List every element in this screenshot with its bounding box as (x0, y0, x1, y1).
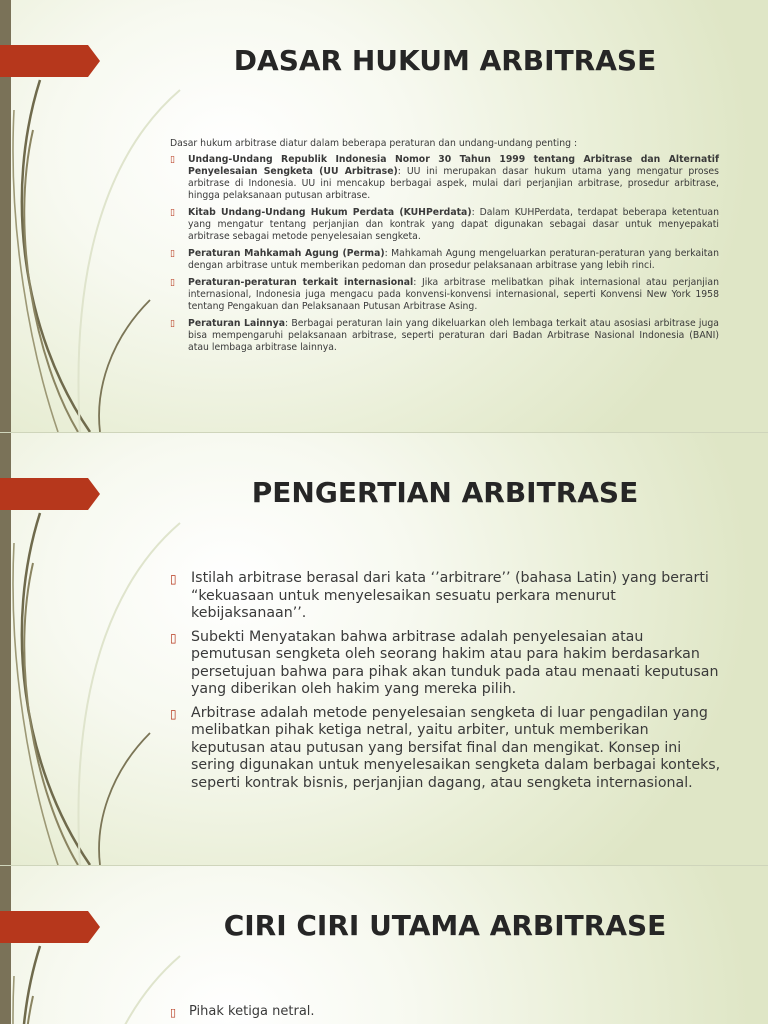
item-text: : Jika arbitrase melibatkan pihak internasional atau perjanjian internasional, Indonesia juga mengacu pada konvensi-konvensi internasional, seperti Konvensi New York 1958 tentang Pengakuan dan Pelaksanaan Putusan Arbitrase Asing. (188, 277, 719, 312)
slide-2 (0, 433, 768, 865)
slide-title: CIRI CIRI UTAMA ARBITRASE (223, 909, 667, 942)
item-term: Peraturan-peraturan terkait internasional (188, 277, 414, 288)
title-arrow-marker (0, 911, 100, 943)
item-term: Kitab Undang-Undang Hukum Perdata (KUHPerdata) (188, 207, 472, 218)
title-arrow-marker (0, 45, 100, 77)
bullet-list (170, 154, 719, 354)
item-text: : Dalam KUHPerdata, terdapat beberapa ketentuan yang mengatur tentang perjanjian dan kontrak yang dapat digunakan sebagai dasar untuk menyepakati arbitrase sebagai metode penyelesaian sengketa. (188, 207, 720, 242)
list-item (170, 1003, 725, 1020)
item-text: : Berbagai peraturan lain yang dikeluarkan oleh lembaga terkait atau asosiasi arbitrase juga bisa mempengaruhi pelaksanaan arbitrase, seperti peraturan dari Badan Arbitrase Nasional Indonesia (BANI) atau lembaga arbitrase lainnya. (188, 318, 720, 353)
list-item (170, 277, 719, 313)
slide-title: DASAR HUKUM ARBITRASE (233, 44, 657, 77)
bullet-list (170, 570, 725, 792)
slide-3 (0, 866, 768, 1024)
item-text: Pihak ketiga netral. (189, 1004, 315, 1019)
list-item (170, 629, 725, 699)
bullet-icon: ▯ (170, 706, 177, 721)
item-term: Peraturan Lainnya (188, 318, 286, 329)
bullet-icon: ▯ (170, 155, 175, 165)
slide-body (170, 1003, 725, 1020)
item-text: : Mahkamah Agung mengeluarkan peraturan-peraturan yang berkaitan dengan arbitrase untuk memberikan pedoman dan prosedur pelaksanaan arbitrase yang lebih rinci. (188, 248, 719, 271)
list-item (170, 154, 719, 202)
item-text: Istilah arbitrase berasal dari kata ‘’arbitrare’’ (bahasa Latin) yang berarti “kekuasaan untuk menyelesaikan sesuatu perkara menurut kebijaksanaan’’. (191, 570, 709, 621)
bullet-icon: ▯ (170, 249, 175, 259)
item-text: : UU ini merupakan dasar hukum utama yang mengatur proses arbitrase di Indonesia. UU ini mencakup berbagai aspek, mulai dari perjanjian arbitrase, prosedur arbitrase, hingga pelaksanaan putusan arbitrase. (188, 166, 719, 201)
item-term: Peraturan Mahkamah Agung (Perma) (188, 248, 385, 259)
swirl-decoration (0, 866, 200, 1024)
bullet-list (170, 1003, 725, 1020)
bullet-icon: ▯ (170, 278, 175, 288)
item-term: Undang-Undang Republik Indonesia Nomor 30 Tahun 1999 tentang Arbitrase dan Alternatif Penyelesaian Sengketa (UU Arbitrase) (188, 154, 719, 177)
list-item (170, 248, 719, 272)
list-item (170, 570, 725, 623)
slide-1 (0, 0, 768, 432)
bullet-icon: ▯ (170, 1006, 177, 1019)
list-item (170, 705, 725, 793)
list-item (170, 318, 719, 354)
intro-text: Dasar hukum arbitrase diatur dalam beberapa peraturan dan undang-undang penting : (170, 138, 578, 149)
slide-title: PENGERTIAN ARBITRASE (251, 476, 639, 509)
list-item (170, 207, 719, 243)
item-text: Subekti Menyatakan bahwa arbitrase adalah penyelesaian atau pemutusan sengketa oleh seorang hakim atau para hakim berdasarkan persetujuan bahwa para pihak akan tunduk pada atau menaati keputusan yang diberikan oleh hakim yang mereka pilih. (191, 628, 719, 697)
bullet-icon: ▯ (170, 630, 177, 645)
slide-body (170, 138, 719, 359)
title-arrow-marker (0, 478, 100, 510)
bullet-icon: ▯ (170, 319, 175, 329)
item-text: Arbitrase adalah metode penyelesaian sengketa di luar pengadilan yang melibatkan pihak ketiga netral, yaitu arbiter, untuk memberikan keputusan atau putusan yang bersifat final dan mengikat. Konsep ini sering digunakan untuk menyelesaikan sengketa dalam berbagai konteks, seperti kontrak bisnis, perjanjian dagang, atau sengketa internasional. (191, 704, 721, 791)
bullet-icon: ▯ (170, 208, 175, 218)
bullet-icon: ▯ (170, 572, 177, 586)
slide-body (170, 570, 725, 798)
